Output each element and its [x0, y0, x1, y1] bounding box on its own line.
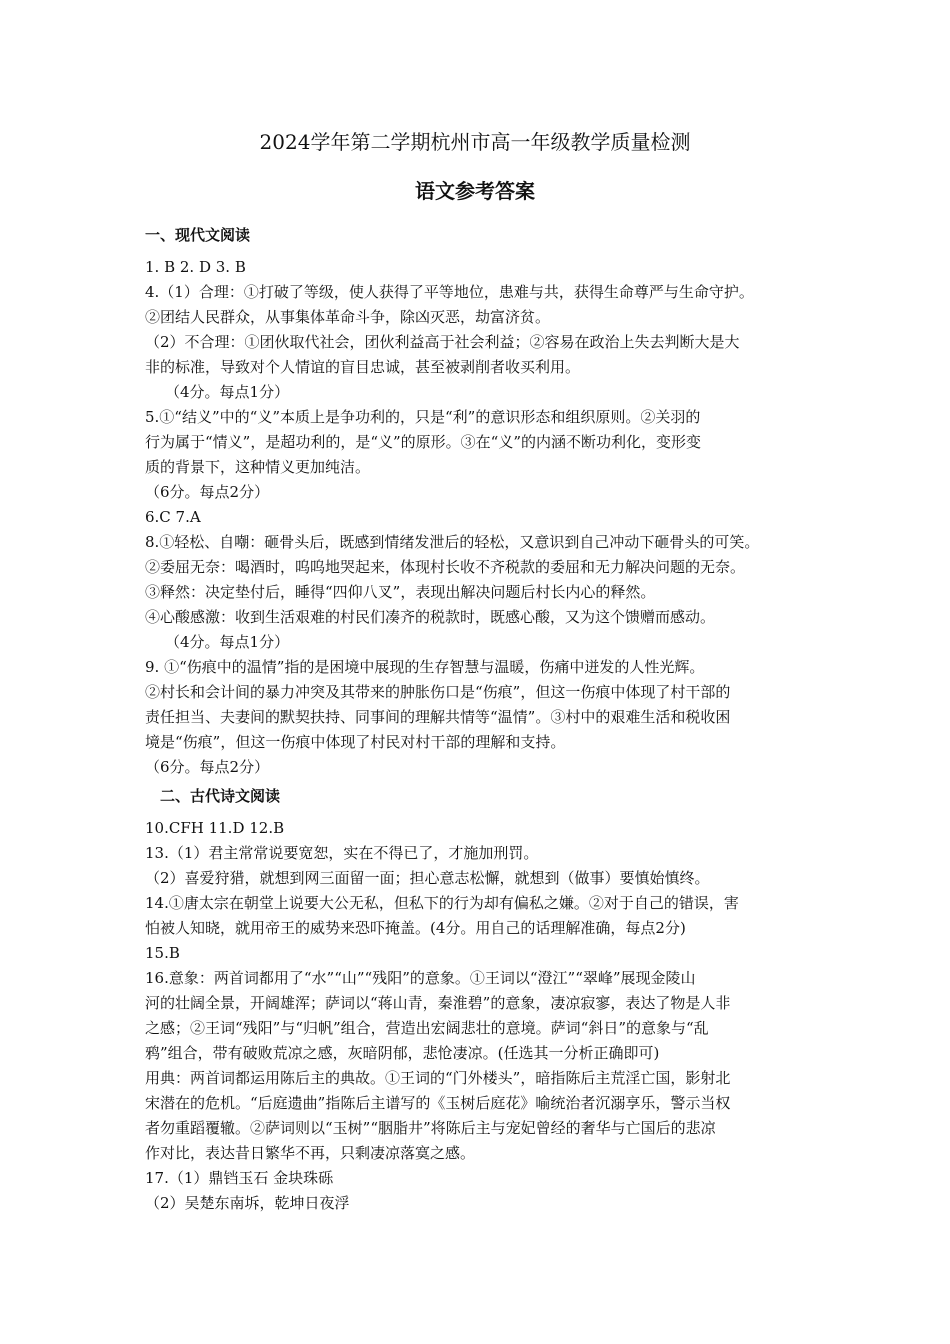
answer-line: 河的壮阔全景，开阔雄浑；萨词以“蒋山青，秦淮碧”的意象，凄凉寂寥，表达了物是人非 — [145, 994, 731, 1012]
answer-line: 鸦”组合，带有破败荒凉之感，灰暗阴郁，悲怆凄凉。(任选其一分析正确即可) — [145, 1044, 660, 1062]
answer-line: 17.（1）鼎铛玉石 金块珠砾 — [145, 1169, 334, 1187]
answer-line: 16.意象：两首词都用了“水”“山”“残阳”的意象。①王词以“澄江”“翠峰”展现金陵山 — [145, 969, 696, 987]
answer-line: ②村长和会计间的暴力冲突及其带来的肿胀伤口是“伤痕”，但这一伤痕中体现了村干部的 — [145, 683, 731, 701]
answer-line: 13.（1）君主常常说要宽恕，实在不得已了，才施加刑罚。 — [145, 844, 539, 862]
answer-line: 行为属于“情义”，是超功利的，是“义”的原形。③在“义”的内涵不断功利化，变形变 — [145, 433, 702, 451]
score-note: （4分。每点1分） — [165, 633, 290, 651]
answer-line: 用典：两首词都运用陈后主的典故。①王词的“门外楼头”，暗指陈后主荒淫亡国，影射北 — [145, 1069, 731, 1087]
answer-line: （2）不合理：①团伙取代社会，团伙利益高于社会利益；②容易在政治上失去判断大是大 — [145, 333, 740, 351]
answer-line: 怕被人知晓，就用帝王的威势来恐吓掩盖。(4分。用自己的话理解准确，每点2分) — [145, 919, 686, 937]
answer-line: 15.B — [145, 944, 180, 962]
section-heading-modern-reading: 一、现代文阅读 — [145, 226, 251, 244]
answer-line: 9. ①“伤痕中的温情”指的是困境中展现的生存智慧与温暖，伤痛中迸发的人性光辉。 — [145, 658, 705, 676]
answer-line: 4.（1）合理：①打破了等级，使人获得了平等地位，患难与共，获得生命尊严与生命守护。 — [145, 283, 754, 301]
answer-line: 10.CFH 11.D 12.B — [145, 819, 285, 837]
answer-line: 质的背景下，这种情义更加纯洁。 — [145, 458, 371, 476]
score-note: （6分。每点2分） — [145, 758, 270, 776]
answer-line: 作对比，表达昔日繁华不再，只剩凄凉落寞之感。 — [145, 1144, 476, 1162]
answer-line: 者勿重蹈覆辙。②萨词则以“玉树”“胭脂井”将陈后主与宠妃曾经的奢华与亡国后的悲凉 — [145, 1119, 716, 1137]
document-subtitle: 语文参考答案 — [415, 179, 535, 203]
answer-line: 境是“伤痕”，但这一伤痕中体现了村民对村干部的理解和支持。 — [145, 733, 566, 751]
answer-line: ②团结人民群众，从事集体革命斗争，除凶灭恶，劫富济贫。 — [145, 308, 551, 326]
answer-line: ③释然：决定垫付后，睡得“四仰八叉”，表现出解决问题后村长内心的释然。 — [145, 583, 656, 601]
answer-line: 14.①唐太宗在朝堂上说要大公无私，但私下的行为却有偏私之嫌。②对于自己的错误，害 — [145, 894, 739, 912]
answer-line: ②委屈无奈：喝酒时，呜呜地哭起来，体现村长收不齐税款的委屈和无力解决问题的无奈。 — [145, 558, 746, 576]
answer-line: ④心酸感激：收到生活艰难的村民们凑齐的税款时，既感心酸，又为这个馈赠而感动。 — [145, 608, 716, 626]
score-note: （6分。每点2分） — [145, 483, 270, 501]
answer-line: 责任担当、夫妻间的默契扶持、同事间的理解共情等“温情”。③村中的艰难生活和税收困 — [145, 708, 731, 726]
answer-line: 非的标准，导致对个人情谊的盲目忠诚，甚至被剥削者收买利用。 — [145, 358, 581, 376]
answer-line: （2）吴楚东南坼，乾坤日夜浮 — [145, 1194, 350, 1212]
answer-line: 1. B 2. D 3. B — [145, 258, 246, 276]
answer-line: 5.①“结义”中的“义”本质上是争功利的，只是“利”的意识形态和组织原则。②关羽的 — [145, 408, 701, 426]
answer-line: 6.C 7.A — [145, 508, 201, 526]
answer-line: （2）喜爱狩猎，就想到网三面留一面；担心意志松懈，就想到（做事）要慎始慎终。 — [145, 869, 710, 887]
answer-line: 8.①轻松、自嘲：砸骨头后，既感到情绪发泄后的轻松，又意识到自己冲动下砸骨头的可笑。 — [145, 533, 760, 551]
section-heading-ancient-reading: 二、古代诗文阅读 — [160, 787, 281, 805]
score-note: （4分。每点1分） — [165, 383, 290, 401]
document-title: 2024学年第二学期杭州市高一年级教学质量检测 — [259, 130, 691, 154]
answer-line: 之感；②王词“残阳”与“归帆”组合，营造出宏阔悲壮的意境。萨词“斜日”的意象与“乱 — [145, 1019, 709, 1037]
answer-line: 宋潜在的危机。“后庭遗曲”指陈后主谱写的《玉树后庭花》喻统治者沉溺享乐，警示当权 — [145, 1094, 731, 1112]
